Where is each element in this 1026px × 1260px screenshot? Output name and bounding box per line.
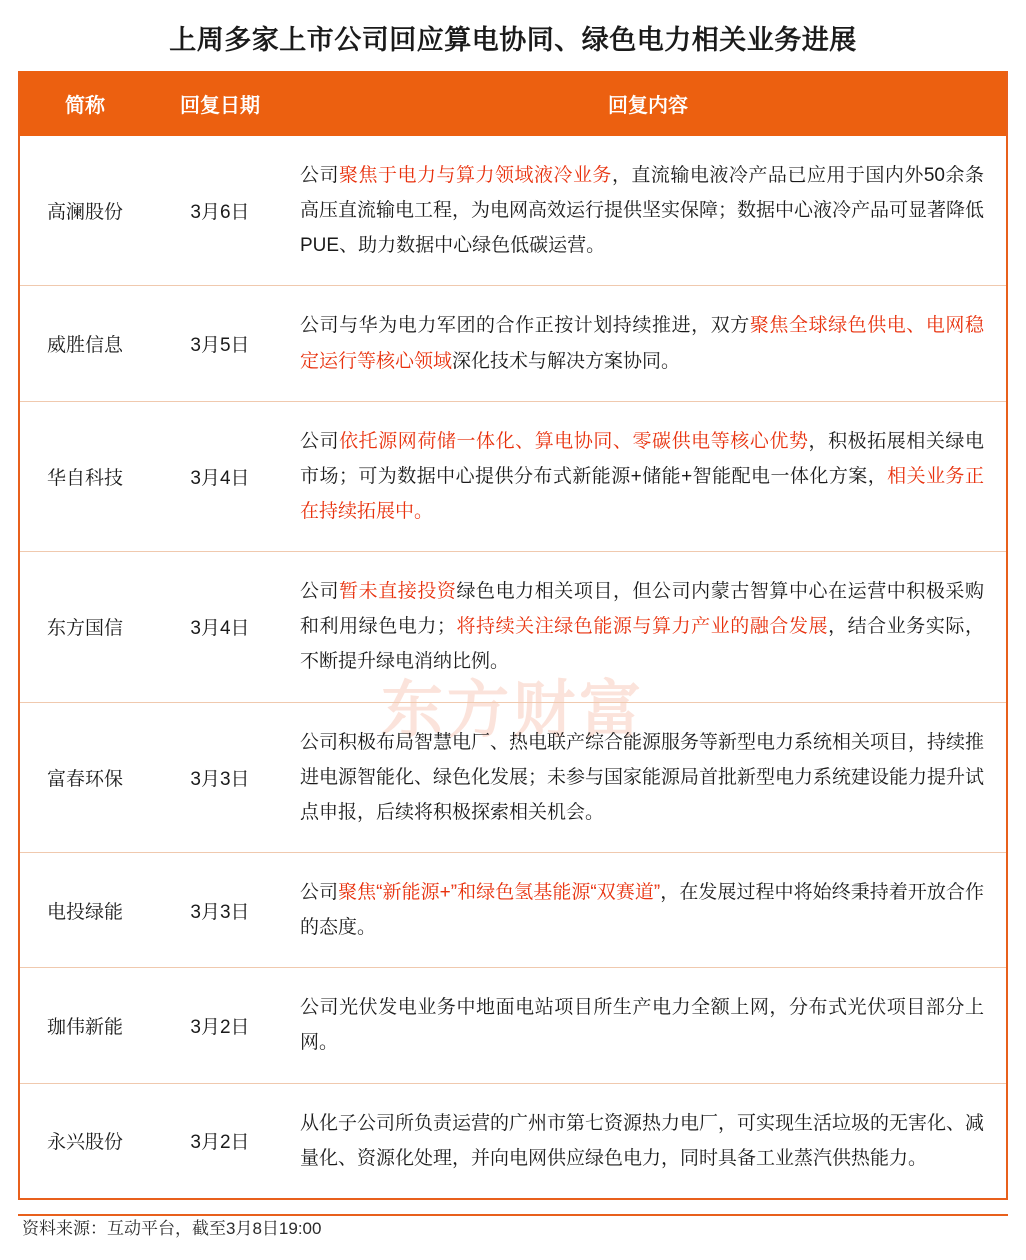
plain-text: ，结合业务实际，不断提升绿电消纳比例。 — [300, 616, 984, 673]
plain-text: 公司 — [300, 581, 340, 603]
plain-text: 深化技术与解决方案协同。 — [452, 350, 681, 372]
table-container — [18, 71, 1008, 1200]
company-short-name: 永兴股份 — [46, 1132, 123, 1154]
reply-content — [290, 1083, 1006, 1198]
table-row — [20, 136, 1006, 286]
reply-content — [290, 552, 1006, 702]
reply-date: 3月3日 — [150, 852, 290, 967]
column-header-date: 回复日期 — [150, 71, 290, 136]
table-row — [20, 1083, 1006, 1198]
reply-content — [290, 852, 1006, 967]
reply-date: 3月2日 — [150, 968, 290, 1083]
company-short-name: 华自科技 — [20, 401, 150, 551]
reply-date: 3月4日 — [150, 552, 290, 702]
plain-text: 公司 — [300, 165, 339, 186]
column-header-content: 回复内容 — [290, 71, 1006, 136]
reply-content — [290, 136, 1006, 286]
footer-divider — [18, 1214, 1008, 1216]
highlighted-text: 相关业务正在持续拓展中。 — [300, 465, 984, 522]
table-row — [20, 852, 1006, 967]
company-short-name: 电投绿能 — [20, 852, 150, 967]
table-row — [20, 286, 1006, 401]
table-header-row — [20, 71, 1006, 136]
reply-content — [290, 286, 1006, 401]
plain-text: 绿色电力相关项目，但公司内蒙古智算中心在运营中积极采购和利用绿色电力； — [300, 581, 984, 638]
table-row — [20, 401, 1006, 551]
highlighted-text: 聚焦于电力与算力领域液冷业务 — [339, 165, 612, 186]
highlighted-text: 暂未直接投资 — [339, 581, 457, 603]
company-short-name: 富春环保 — [20, 702, 150, 852]
plain-text: ，在发展过程中将始终秉持着开放合作的态度。 — [300, 881, 984, 939]
reply-date: 3月3日 — [150, 702, 290, 852]
plain-text: 公司 — [300, 881, 339, 903]
company-short-name: 东方国信 — [20, 552, 150, 702]
plain-text: 公司积极布局智慧电厂、热电联产综合能源服务等新型电力系统相关项目，持续推进电源智能化、绿色化发展；未参与国家能源局首批新型电力系统建设能力提升试点申报，后续将积极探索相关机会。 — [300, 731, 985, 823]
watermark: 东方财富 — [380, 676, 645, 745]
highlighted-text: 聚焦全球绿色供电、电网稳定运行等核心领域 — [300, 315, 984, 372]
responses-table — [20, 71, 1006, 1198]
plain-text: 公司光伏发电业务中地面电站项目所生产电力全额上网，分布式光伏项目部分上网。 — [300, 997, 984, 1054]
table-header — [20, 71, 1006, 136]
plain-text: 从化子公司所负责运营的广州市第七资源热力电厂，可实现生活垃圾的无害化、减量化、资源化处理，并向电网供应绿色电力，同时具备工业蒸汽供热能力。 — [300, 1112, 985, 1169]
plain-text: 公司 — [300, 430, 340, 452]
table-row — [20, 968, 1006, 1083]
table-row — [20, 552, 1006, 702]
highlighted-text: 将持续关注绿色能源与算力产业的融合发展 — [455, 616, 829, 638]
reply-date: 3月5日 — [150, 286, 290, 401]
table-row — [20, 702, 1006, 852]
company-short-name: 高澜股份 — [20, 136, 150, 286]
highlighted-text: 依托源网荷储一体化、算电协同、零碳供电等核心优势 — [339, 430, 809, 452]
highlighted-text: 聚焦“新能源+”和绿色氢基能源“双赛道” — [338, 881, 661, 903]
company-short-name: 珈伟新能 — [20, 968, 150, 1083]
table-body — [20, 136, 1006, 1198]
source-note: 资料来源：互动平台，截至3月8日19:00 — [22, 1218, 322, 1238]
plain-text: ，积极拓展相关绿电市场；可为数据中心提供分布式新能源+储能+智能配电一体化方案， — [300, 430, 984, 487]
page-title: 上周多家上市公司回应算电协同、绿色电力相关业务进展 — [169, 25, 857, 55]
reply-date: 3月6日 — [150, 136, 290, 286]
reply-content — [290, 968, 1006, 1083]
reply-content — [290, 401, 1006, 551]
plain-text: 公司与华为电力军团的合作正按计划持续推进，双方 — [300, 315, 750, 337]
reply-date: 3月2日 — [190, 1132, 250, 1154]
reply-content — [290, 702, 1006, 852]
plain-text: ，直流输电液冷产品已应用于国内外50余条高压直流输电工程，为电网高效运行提供坚实保障；数据中心液冷产品可显著降低PUE、助力数据中心绿色低碳运营。 — [300, 165, 985, 257]
column-header-name: 简称 — [20, 71, 150, 136]
company-short-name: 威胜信息 — [20, 286, 150, 401]
reply-date: 3月4日 — [150, 401, 290, 551]
